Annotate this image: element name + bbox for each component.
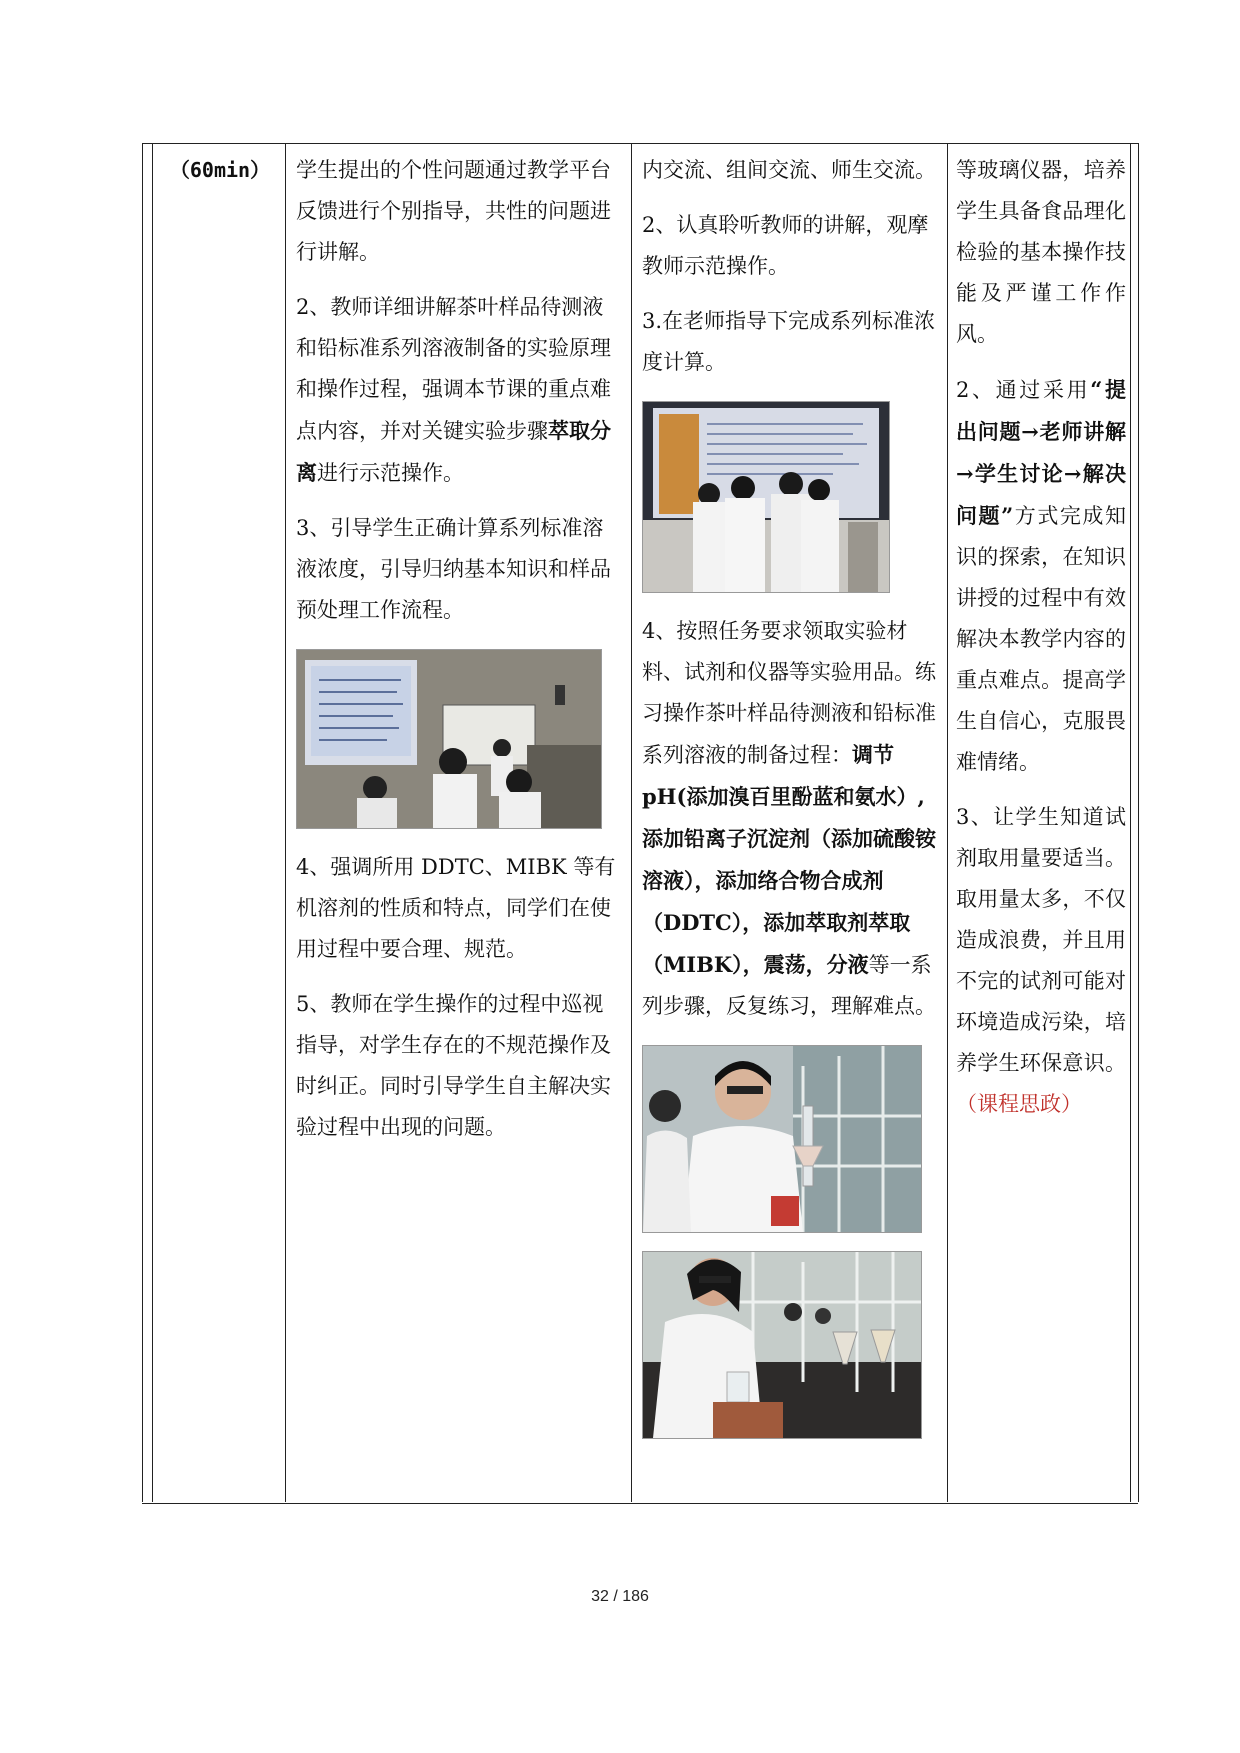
column-divider (1130, 143, 1131, 1502)
ideological-education-tag: （课程思政） (956, 1092, 1082, 1116)
student-paragraph-2: 2、认真聆听教师的讲解，观摩教师示范操作。 (642, 213, 929, 278)
teacher-paragraph-2: 2、教师详细讲解茶叶样品待测液和铅标准系列溶液制备的实验原理和操作过程，强调本节课的重点难点内容，并对关键实验步骤萃取分离进行示范操作。 (296, 295, 611, 485)
student-paragraph-4: 4、按照任务要求领取实验材料、试剂和仪器等实验用品。练习操作茶叶样品待测液和铅标准系列溶液的制备过程：调节 pH(添加溴百里酚蓝和氨水）,添加铅离子沉淀剂（添加硫酸铵溶液），添加络合物合成剂（DDTC），添加萃取剂萃取（MIBK），震荡，分液等一系列步骤，反复练习，理解难点。 (642, 619, 936, 1018)
classroom-lecture-photo (296, 649, 602, 829)
column-divider (947, 143, 948, 1502)
table-border-left (142, 143, 143, 1502)
duration-label: （60min） (169, 158, 271, 182)
students-at-screen-photo (642, 401, 890, 593)
student-pipetting-photo (642, 1045, 922, 1233)
time-cell (155, 150, 285, 191)
teacher-paragraph-3: 3、引导学生正确计算系列标准溶液浓度，引导归纳基本知识和样品预处理工作流程。 (296, 516, 611, 622)
student-paragraph-3: 3.在老师指导下完成系列标准浓度计算。 (642, 309, 936, 374)
page-number: 32 / 186 (591, 1588, 649, 1605)
purpose-paragraph-2: 2、通过采用“提出问题→老师讲解→学生讨论→解决问题”方式完成知识的探索，在知识讲授的过程中有效解决本教学内容的重点难点。提高学生自信心，克服畏难情绪。 (956, 377, 1126, 774)
table-border-right (1138, 143, 1139, 1502)
procedure-steps-highlight: 调节 pH(添加溴百里酚蓝和氨水）,添加铅离子沉淀剂（添加硫酸铵溶液），添加络合物合成剂（DDTC），添加萃取剂萃取（MIBK），震荡，分液 (642, 742, 936, 977)
teacher-paragraph-1: 学生提出的个性问题通过教学平台反馈进行个别指导，共性的问题进行讲解。 (296, 158, 611, 264)
teacher-paragraph-5: 5、教师在学生操作的过程中巡视指导，对学生存在的不规范操作及时纠正。同时引导学生自主解决实验过程中出现的问题。 (296, 992, 611, 1139)
key-step-highlight: 萃取分离 (296, 418, 611, 485)
column-divider (285, 143, 286, 1502)
design-purpose-cell (956, 150, 1126, 1139)
purpose-paragraph-1: 等玻璃仪器，培养学生具备食品理化检验的基本操作技能及严谨工作作风。 (956, 158, 1126, 346)
method-flow-highlight: “提出问题→老师讲解→学生讨论→解决问题” (956, 377, 1126, 528)
student-paragraph-1: 内交流、组间交流、师生交流。 (642, 158, 936, 182)
purpose-paragraph-3: 3、让学生知道试剂取用量要适当。取用量太多，不仅造成浪费，并且用不完的试剂可能对环境造成污染，培养学生环保意识。（课程思政） (956, 805, 1126, 1116)
student-activity-cell (642, 150, 938, 1457)
column-divider (631, 143, 632, 1502)
teacher-activity-cell (296, 150, 622, 1162)
student-extraction-photo (642, 1251, 922, 1439)
teacher-paragraph-4: 4、强调所用 DDTC、MIBK 等有机溶剂的性质和特点，同学们在使用过程中要合理、规范。 (296, 855, 616, 961)
table-border-left-inner (152, 143, 153, 1502)
